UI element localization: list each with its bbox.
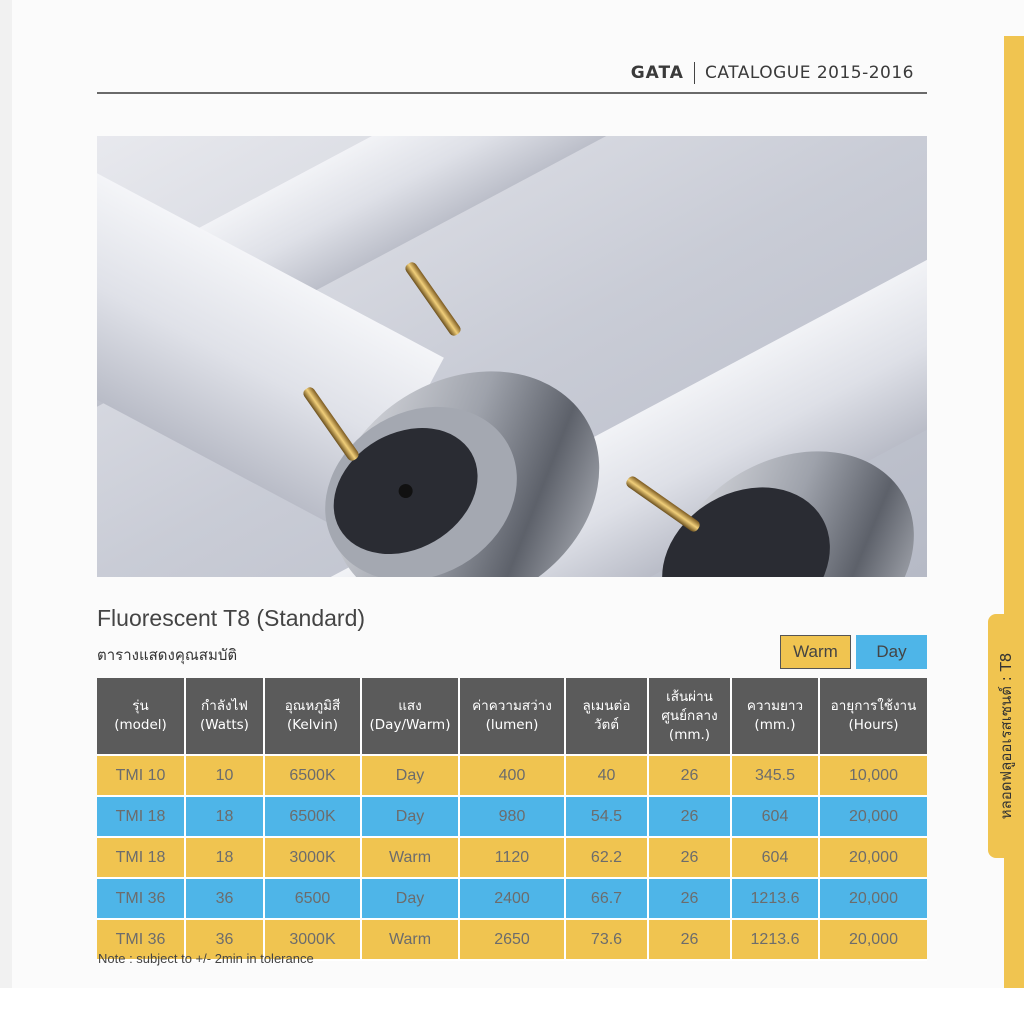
- table-row: [97, 837, 927, 878]
- table-cell: 26: [648, 837, 731, 878]
- table-cell: 18: [185, 837, 264, 878]
- header-diameter: เส้นผ่าน ศูนย์กลาง (mm.): [648, 678, 731, 755]
- table-cell: 604: [731, 796, 819, 837]
- header-lumen: ค่าความสว่าง (lumen): [459, 678, 565, 755]
- table-cell: 10,000: [819, 755, 927, 796]
- table-cell: 1120: [459, 837, 565, 878]
- table-cell: 73.6: [565, 919, 648, 960]
- header-rule: [97, 92, 927, 94]
- table-cell: Warm: [361, 919, 459, 960]
- header-model: รุ่น (model): [97, 678, 185, 755]
- side-tab-label: หลอดฟลูออเรสเซนต์ : T8: [997, 652, 1015, 820]
- table-cell: 980: [459, 796, 565, 837]
- table-cell: TMI 18: [97, 837, 185, 878]
- table-row: [97, 755, 927, 796]
- header-lifetime: อายุการใช้งาน (Hours): [819, 678, 927, 755]
- table-cell: Warm: [361, 837, 459, 878]
- tolerance-note: Note : subject to +/- 2min in tolerance: [98, 951, 314, 966]
- table-cell: 6500K: [264, 755, 361, 796]
- table-cell: 26: [648, 796, 731, 837]
- table-cell: Day: [361, 878, 459, 919]
- legend-day: Day: [856, 635, 927, 669]
- table-cell: 1213.6: [731, 919, 819, 960]
- table-header-row: [97, 678, 927, 755]
- page-left-edge: [0, 0, 12, 1024]
- table-cell: 20,000: [819, 837, 927, 878]
- table-cell: 345.5: [731, 755, 819, 796]
- table-cell: 20,000: [819, 919, 927, 960]
- table-cell: Day: [361, 796, 459, 837]
- table-cell: 36: [185, 919, 264, 960]
- table-cell: 62.2: [565, 837, 648, 878]
- product-photo: [97, 136, 927, 577]
- spec-table: [97, 678, 927, 961]
- table-cell: Day: [361, 755, 459, 796]
- table-cell: 54.5: [565, 796, 648, 837]
- catalogue-label: CATALOGUE 2015-2016: [704, 63, 914, 83]
- table-cell: TMI 10: [97, 755, 185, 796]
- table-row: [97, 796, 927, 837]
- table-cell: 3000K: [264, 837, 361, 878]
- table-cell: 2650: [459, 919, 565, 960]
- table-cell: 26: [648, 878, 731, 919]
- header-lumen-per-watt: ลูเมนต่อ วัตต์: [565, 678, 648, 755]
- header-length: ความยาว (mm.): [731, 678, 819, 755]
- table-cell: 26: [648, 755, 731, 796]
- table-cell: TMI 36: [97, 919, 185, 960]
- table-cell: 10: [185, 755, 264, 796]
- table-cell: 20,000: [819, 878, 927, 919]
- table-cell: 2400: [459, 878, 565, 919]
- table-row: [97, 878, 927, 919]
- bottom-margin: [0, 988, 1024, 1024]
- table-cell: 40: [565, 755, 648, 796]
- header-kelvin: อุณหภูมิสี (Kelvin): [264, 678, 361, 755]
- table-cell: 6500: [264, 878, 361, 919]
- table-cell: 36: [185, 878, 264, 919]
- table-cell: 3000K: [264, 919, 361, 960]
- table-cell: 1213.6: [731, 878, 819, 919]
- catalogue-header: [0, 62, 914, 84]
- table-cell: TMI 36: [97, 878, 185, 919]
- legend-warm: Warm: [780, 635, 851, 669]
- section-title: Fluorescent T8 (Standard): [97, 605, 366, 631]
- header-separator: [694, 62, 695, 84]
- table-cell: 20,000: [819, 796, 927, 837]
- brand-name: GATA: [630, 63, 684, 83]
- table-cell: 26: [648, 919, 731, 960]
- header-light: แสง (Day/Warm): [361, 678, 459, 755]
- table-cell: 66.7: [565, 878, 648, 919]
- table-cell: TMI 18: [97, 796, 185, 837]
- table-cell: 18: [185, 796, 264, 837]
- table-cell: 6500K: [264, 796, 361, 837]
- header-watts: กำลังไฟ (Watts): [185, 678, 264, 755]
- section-subtitle: ตารางแสดงคุณสมบัติ: [97, 646, 238, 664]
- table-cell: 400: [459, 755, 565, 796]
- table-cell: 604: [731, 837, 819, 878]
